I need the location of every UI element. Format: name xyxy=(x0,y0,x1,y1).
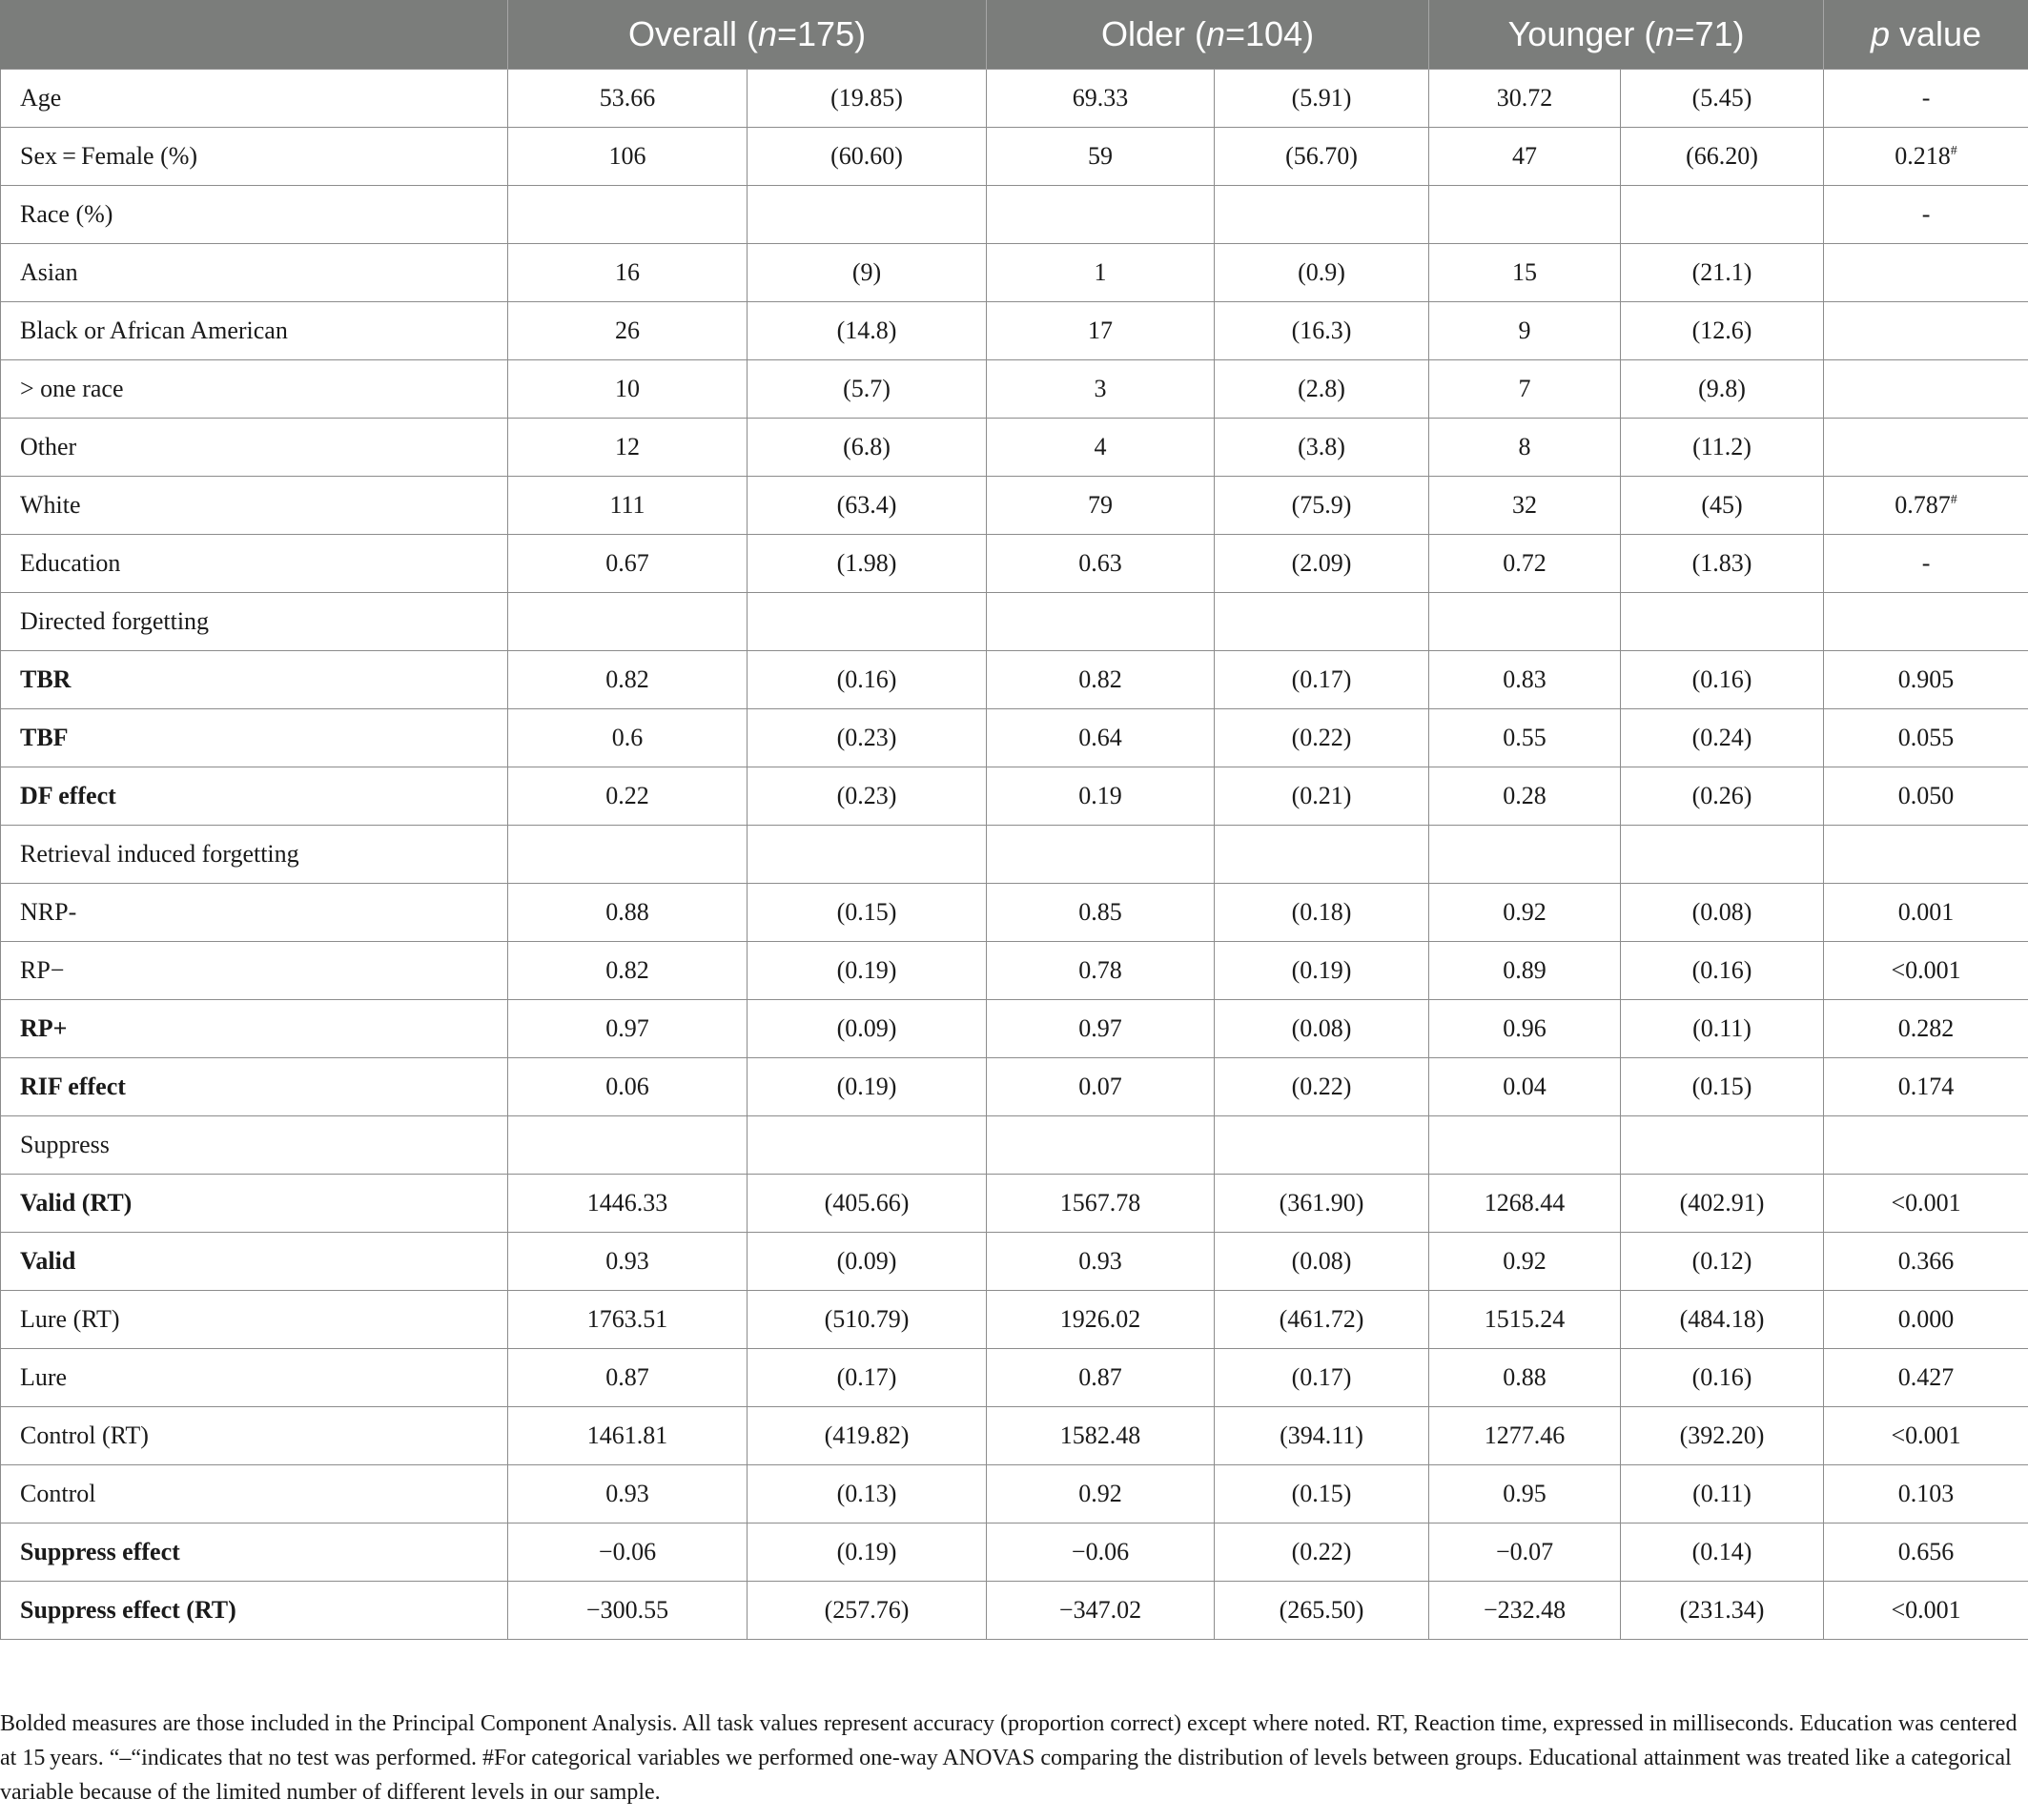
p-value-cell xyxy=(1824,593,2028,651)
table-row xyxy=(1,1349,2028,1407)
overall-mean-cell: 10 xyxy=(508,360,748,419)
older-sd-cell: (394.11) xyxy=(1215,1407,1429,1465)
younger-mean-cell: 8 xyxy=(1429,419,1621,477)
overall-mean-cell xyxy=(508,186,748,244)
row-label: Other xyxy=(1,419,508,477)
younger-sd-cell: (9.8) xyxy=(1621,360,1824,419)
row-label: Race (%) xyxy=(1,186,508,244)
older-sd-cell: (0.18) xyxy=(1215,884,1429,942)
older-mean-cell: 0.93 xyxy=(987,1233,1215,1291)
overall-mean-cell: −0.06 xyxy=(508,1523,748,1582)
overall-sd-cell: (510.79) xyxy=(748,1291,987,1349)
overall-mean-cell: 1446.33 xyxy=(508,1175,748,1233)
younger-sd-cell: (21.1) xyxy=(1621,244,1824,302)
older-sd-cell xyxy=(1215,1116,1429,1175)
overall-sd-cell: (0.09) xyxy=(748,1233,987,1291)
p-value-text: <0.001 xyxy=(1891,1189,1961,1217)
older-mean-cell: 1567.78 xyxy=(987,1175,1215,1233)
overall-sd-cell: (0.15) xyxy=(748,884,987,942)
younger-mean-cell: 0.95 xyxy=(1429,1465,1621,1523)
p-value-cell xyxy=(1824,360,2028,419)
overall-mean-cell: 0.93 xyxy=(508,1233,748,1291)
p-value-cell xyxy=(1824,826,2028,884)
older-mean-cell xyxy=(987,186,1215,244)
older-sd-cell xyxy=(1215,186,1429,244)
overall-sd-cell: (0.09) xyxy=(748,1000,987,1058)
younger-mean-cell: −0.07 xyxy=(1429,1523,1621,1582)
older-sd-cell: (0.15) xyxy=(1215,1465,1429,1523)
overall-sd-cell xyxy=(748,826,987,884)
younger-mean-cell: 1268.44 xyxy=(1429,1175,1621,1233)
overall-sd-cell: (0.23) xyxy=(748,767,987,826)
younger-sd-cell xyxy=(1621,186,1824,244)
table-row xyxy=(1,826,2028,884)
p-value-cell xyxy=(1824,1465,2028,1523)
row-label: Control (RT) xyxy=(1,1407,508,1465)
table-row xyxy=(1,1291,2028,1349)
header-p-value: p value xyxy=(1824,0,2028,70)
table-header xyxy=(1,0,2028,70)
younger-mean-cell: 0.92 xyxy=(1429,884,1621,942)
header-younger: Younger (n=71) xyxy=(1429,0,1824,70)
overall-mean-cell: 0.82 xyxy=(508,942,748,1000)
table-row xyxy=(1,709,2028,767)
table-row xyxy=(1,302,2028,360)
p-value-cell xyxy=(1824,1000,2028,1058)
p-value-cell xyxy=(1824,767,2028,826)
younger-mean-cell: 0.28 xyxy=(1429,767,1621,826)
younger-sd-cell xyxy=(1621,826,1824,884)
row-label: RIF effect xyxy=(1,1058,508,1116)
older-mean-cell: 59 xyxy=(987,128,1215,186)
p-value-text: 0.001 xyxy=(1897,898,1955,926)
younger-mean-cell: 0.83 xyxy=(1429,651,1621,709)
overall-mean-cell: 106 xyxy=(508,128,748,186)
older-mean-cell: −347.02 xyxy=(987,1582,1215,1640)
older-mean-cell: 0.07 xyxy=(987,1058,1215,1116)
p-value-text: - xyxy=(1921,84,1931,112)
younger-sd-cell: (402.91) xyxy=(1621,1175,1824,1233)
older-mean-cell: 0.63 xyxy=(987,535,1215,593)
table-row xyxy=(1,1582,2028,1640)
row-label: Valid (RT) xyxy=(1,1175,508,1233)
row-label: Age xyxy=(1,70,508,128)
table-row xyxy=(1,244,2028,302)
younger-sd-cell: (0.24) xyxy=(1621,709,1824,767)
header-older: Older (n=104) xyxy=(987,0,1429,70)
table-row xyxy=(1,70,2028,128)
p-value-cell xyxy=(1824,1116,2028,1175)
p-value-cell xyxy=(1824,1175,2028,1233)
table-row xyxy=(1,1175,2028,1233)
overall-mean-cell xyxy=(508,1116,748,1175)
younger-mean-cell: 1515.24 xyxy=(1429,1291,1621,1349)
younger-mean-cell: 0.92 xyxy=(1429,1233,1621,1291)
younger-mean-cell: 1277.46 xyxy=(1429,1407,1621,1465)
younger-mean-cell: 32 xyxy=(1429,477,1621,535)
table-row xyxy=(1,1000,2028,1058)
table-footnote: Bolded measures are those included in the Principal Component Analysis. All task values represent accuracy (proportion correct) except where noted. RT, Reaction time, expressed in milliseconds. Education was centered at 15 years. “–“indicates that no test was performed. #For categorical variables we performed one-way ANOVAS comparing the distribution of levels between groups. Educational attainment was treated like a categorical variable because of the limited number of different levels in our sample. xyxy=(0,1711,2018,1805)
overall-mean-cell: 0.97 xyxy=(508,1000,748,1058)
row-label: DF effect xyxy=(1,767,508,826)
older-mean-cell: 79 xyxy=(987,477,1215,535)
younger-mean-cell: 0.89 xyxy=(1429,942,1621,1000)
younger-mean-cell: 0.96 xyxy=(1429,1000,1621,1058)
p-value-text: 0.055 xyxy=(1897,724,1955,751)
older-sd-cell: (0.22) xyxy=(1215,1523,1429,1582)
table-row xyxy=(1,767,2028,826)
table-row xyxy=(1,419,2028,477)
overall-mean-cell: 1461.81 xyxy=(508,1407,748,1465)
row-label: White xyxy=(1,477,508,535)
row-label: > one race xyxy=(1,360,508,419)
older-mean-cell: 3 xyxy=(987,360,1215,419)
older-sd-cell xyxy=(1215,826,1429,884)
older-sd-cell: (0.08) xyxy=(1215,1233,1429,1291)
table-row xyxy=(1,1523,2028,1582)
older-sd-cell: (265.50) xyxy=(1215,1582,1429,1640)
younger-mean-cell xyxy=(1429,826,1621,884)
older-mean-cell: 0.64 xyxy=(987,709,1215,767)
older-mean-cell xyxy=(987,826,1215,884)
younger-sd-cell: (0.16) xyxy=(1621,651,1824,709)
younger-sd-cell: (5.45) xyxy=(1621,70,1824,128)
older-sd-cell: (0.9) xyxy=(1215,244,1429,302)
p-value-text: <0.001 xyxy=(1891,1421,1961,1449)
header-row xyxy=(1,0,2028,70)
row-label: TBF xyxy=(1,709,508,767)
older-sd-cell xyxy=(1215,593,1429,651)
p-value-text: 0.366 xyxy=(1897,1247,1955,1275)
older-mean-cell: 1 xyxy=(987,244,1215,302)
p-value-cell xyxy=(1824,651,2028,709)
p-value-text: 0.174 xyxy=(1897,1073,1955,1100)
older-mean-cell: 0.97 xyxy=(987,1000,1215,1058)
p-value-cell xyxy=(1824,1291,2028,1349)
table-row xyxy=(1,477,2028,535)
older-sd-cell: (56.70) xyxy=(1215,128,1429,186)
p-value-footnote-marker: # xyxy=(1950,144,1957,158)
younger-mean-cell: −232.48 xyxy=(1429,1582,1621,1640)
younger-sd-cell: (0.15) xyxy=(1621,1058,1824,1116)
p-value-cell xyxy=(1824,1582,2028,1640)
older-mean-cell: 0.85 xyxy=(987,884,1215,942)
overall-sd-cell: (405.66) xyxy=(748,1175,987,1233)
p-value-text: 0.218 xyxy=(1895,142,1951,170)
p-value-cell xyxy=(1824,1407,2028,1465)
younger-sd-cell: (12.6) xyxy=(1621,302,1824,360)
overall-mean-cell: 0.67 xyxy=(508,535,748,593)
older-mean-cell: 1582.48 xyxy=(987,1407,1215,1465)
row-label: Suppress effect xyxy=(1,1523,508,1582)
older-sd-cell: (0.17) xyxy=(1215,1349,1429,1407)
older-mean-cell: −0.06 xyxy=(987,1523,1215,1582)
table-row xyxy=(1,128,2028,186)
overall-mean-cell: 0.93 xyxy=(508,1465,748,1523)
younger-sd-cell: (0.16) xyxy=(1621,942,1824,1000)
table-row xyxy=(1,593,2028,651)
younger-sd-cell: (0.08) xyxy=(1621,884,1824,942)
older-mean-cell: 4 xyxy=(987,419,1215,477)
older-sd-cell: (361.90) xyxy=(1215,1175,1429,1233)
overall-mean-cell: −300.55 xyxy=(508,1582,748,1640)
table-row xyxy=(1,1058,2028,1116)
p-value-cell xyxy=(1824,1349,2028,1407)
p-value-text: 0.905 xyxy=(1897,665,1955,693)
p-value-cell xyxy=(1824,884,2028,942)
row-label: Control xyxy=(1,1465,508,1523)
overall-sd-cell: (257.76) xyxy=(748,1582,987,1640)
overall-sd-cell xyxy=(748,186,987,244)
younger-sd-cell: (231.34) xyxy=(1621,1582,1824,1640)
p-value-text: 0.787 xyxy=(1895,491,1951,519)
overall-sd-cell: (6.8) xyxy=(748,419,987,477)
overall-sd-cell: (0.13) xyxy=(748,1465,987,1523)
overall-sd-cell: (19.85) xyxy=(748,70,987,128)
p-value-text: <0.001 xyxy=(1891,1596,1961,1624)
p-value-text: <0.001 xyxy=(1891,956,1961,984)
p-value-cell xyxy=(1824,302,2028,360)
older-sd-cell: (0.22) xyxy=(1215,709,1429,767)
younger-mean-cell xyxy=(1429,186,1621,244)
p-value-text: 0.050 xyxy=(1897,782,1955,809)
older-mean-cell: 1926.02 xyxy=(987,1291,1215,1349)
row-label: Black or African American xyxy=(1,302,508,360)
p-value-cell xyxy=(1824,709,2028,767)
overall-mean-cell: 0.06 xyxy=(508,1058,748,1116)
table-row xyxy=(1,651,2028,709)
row-label: Valid xyxy=(1,1233,508,1291)
overall-mean-cell: 26 xyxy=(508,302,748,360)
younger-sd-cell: (1.83) xyxy=(1621,535,1824,593)
overall-sd-cell: (63.4) xyxy=(748,477,987,535)
p-value-text: 0.000 xyxy=(1897,1305,1955,1333)
overall-sd-cell: (1.98) xyxy=(748,535,987,593)
table-row xyxy=(1,360,2028,419)
younger-sd-cell: (484.18) xyxy=(1621,1291,1824,1349)
table-row xyxy=(1,942,2028,1000)
overall-sd-cell: (14.8) xyxy=(748,302,987,360)
row-label: Sex = Female (%) xyxy=(1,128,508,186)
older-sd-cell: (0.17) xyxy=(1215,651,1429,709)
overall-mean-cell: 0.88 xyxy=(508,884,748,942)
p-value-text: - xyxy=(1921,549,1931,577)
row-label: Lure xyxy=(1,1349,508,1407)
younger-mean-cell: 9 xyxy=(1429,302,1621,360)
older-mean-cell: 0.19 xyxy=(987,767,1215,826)
older-sd-cell: (0.21) xyxy=(1215,767,1429,826)
younger-mean-cell: 7 xyxy=(1429,360,1621,419)
row-label: Directed forgetting xyxy=(1,593,508,651)
older-sd-cell: (3.8) xyxy=(1215,419,1429,477)
younger-sd-cell xyxy=(1621,593,1824,651)
row-label: Lure (RT) xyxy=(1,1291,508,1349)
older-sd-cell: (2.8) xyxy=(1215,360,1429,419)
p-value-cell xyxy=(1824,1058,2028,1116)
p-value-text: 0.427 xyxy=(1897,1363,1955,1391)
p-value-cell xyxy=(1824,419,2028,477)
p-value-cell xyxy=(1824,70,2028,128)
p-value-footnote-marker: # xyxy=(1950,493,1957,507)
header-label-column xyxy=(1,0,508,70)
overall-mean-cell: 16 xyxy=(508,244,748,302)
older-sd-cell: (0.19) xyxy=(1215,942,1429,1000)
older-mean-cell: 0.92 xyxy=(987,1465,1215,1523)
row-label: TBR xyxy=(1,651,508,709)
row-label: RP+ xyxy=(1,1000,508,1058)
p-value-cell xyxy=(1824,128,2028,186)
older-mean-cell: 69.33 xyxy=(987,70,1215,128)
overall-mean-cell: 53.66 xyxy=(508,70,748,128)
table-row xyxy=(1,1465,2028,1523)
row-label: Suppress effect (RT) xyxy=(1,1582,508,1640)
overall-mean-cell: 0.87 xyxy=(508,1349,748,1407)
overall-mean-cell: 0.22 xyxy=(508,767,748,826)
younger-sd-cell: (0.11) xyxy=(1621,1465,1824,1523)
p-value-text: 0.656 xyxy=(1897,1538,1955,1565)
younger-sd-cell: (11.2) xyxy=(1621,419,1824,477)
row-label: Retrieval induced forgetting xyxy=(1,826,508,884)
younger-sd-cell: (0.16) xyxy=(1621,1349,1824,1407)
younger-mean-cell: 47 xyxy=(1429,128,1621,186)
older-sd-cell: (0.22) xyxy=(1215,1058,1429,1116)
older-mean-cell: 0.78 xyxy=(987,942,1215,1000)
table-body xyxy=(1,70,2028,1640)
overall-sd-cell: (419.82) xyxy=(748,1407,987,1465)
older-mean-cell: 17 xyxy=(987,302,1215,360)
header-overall: Overall (n=175) xyxy=(508,0,987,70)
overall-sd-cell: (60.60) xyxy=(748,128,987,186)
p-value-cell xyxy=(1824,1523,2028,1582)
younger-mean-cell xyxy=(1429,1116,1621,1175)
older-sd-cell: (75.9) xyxy=(1215,477,1429,535)
overall-sd-cell: (0.19) xyxy=(748,1523,987,1582)
overall-sd-cell: (0.23) xyxy=(748,709,987,767)
younger-mean-cell: 0.88 xyxy=(1429,1349,1621,1407)
older-sd-cell: (5.91) xyxy=(1215,70,1429,128)
overall-mean-cell xyxy=(508,826,748,884)
overall-mean-cell xyxy=(508,593,748,651)
row-label: NRP- xyxy=(1,884,508,942)
overall-mean-cell: 0.6 xyxy=(508,709,748,767)
row-label: Asian xyxy=(1,244,508,302)
p-value-text: 0.103 xyxy=(1897,1480,1955,1507)
overall-mean-cell: 111 xyxy=(508,477,748,535)
table-row xyxy=(1,186,2028,244)
younger-mean-cell xyxy=(1429,593,1621,651)
overall-sd-cell: (0.19) xyxy=(748,942,987,1000)
table-row xyxy=(1,535,2028,593)
overall-mean-cell: 12 xyxy=(508,419,748,477)
p-value-cell xyxy=(1824,942,2028,1000)
overall-sd-cell: (5.7) xyxy=(748,360,987,419)
overall-sd-cell xyxy=(748,1116,987,1175)
overall-sd-cell: (0.16) xyxy=(748,651,987,709)
overall-sd-cell xyxy=(748,593,987,651)
overall-sd-cell: (0.19) xyxy=(748,1058,987,1116)
younger-sd-cell: (0.12) xyxy=(1621,1233,1824,1291)
p-value-cell xyxy=(1824,244,2028,302)
older-sd-cell: (2.09) xyxy=(1215,535,1429,593)
younger-sd-cell: (0.14) xyxy=(1621,1523,1824,1582)
overall-sd-cell: (0.17) xyxy=(748,1349,987,1407)
younger-sd-cell xyxy=(1621,1116,1824,1175)
table-row xyxy=(1,1233,2028,1291)
older-mean-cell: 0.82 xyxy=(987,651,1215,709)
p-value-cell xyxy=(1824,1233,2028,1291)
overall-sd-cell: (9) xyxy=(748,244,987,302)
row-label: RP− xyxy=(1,942,508,1000)
older-mean-cell xyxy=(987,1116,1215,1175)
table-row xyxy=(1,884,2028,942)
overall-mean-cell: 1763.51 xyxy=(508,1291,748,1349)
younger-mean-cell: 0.72 xyxy=(1429,535,1621,593)
row-label: Suppress xyxy=(1,1116,508,1175)
older-mean-cell xyxy=(987,593,1215,651)
younger-mean-cell: 15 xyxy=(1429,244,1621,302)
older-mean-cell: 0.87 xyxy=(987,1349,1215,1407)
older-sd-cell: (0.08) xyxy=(1215,1000,1429,1058)
older-sd-cell: (16.3) xyxy=(1215,302,1429,360)
younger-sd-cell: (392.20) xyxy=(1621,1407,1824,1465)
older-sd-cell: (461.72) xyxy=(1215,1291,1429,1349)
younger-mean-cell: 30.72 xyxy=(1429,70,1621,128)
table-row xyxy=(1,1407,2028,1465)
younger-sd-cell: (45) xyxy=(1621,477,1824,535)
overall-mean-cell: 0.82 xyxy=(508,651,748,709)
p-value-text: 0.282 xyxy=(1897,1014,1955,1042)
p-value-cell xyxy=(1824,535,2028,593)
younger-mean-cell: 0.55 xyxy=(1429,709,1621,767)
younger-sd-cell: (0.11) xyxy=(1621,1000,1824,1058)
younger-sd-cell: (66.20) xyxy=(1621,128,1824,186)
row-label: Education xyxy=(1,535,508,593)
table-row xyxy=(1,1116,2028,1175)
p-value-cell xyxy=(1824,186,2028,244)
younger-mean-cell: 0.04 xyxy=(1429,1058,1621,1116)
younger-sd-cell: (0.26) xyxy=(1621,767,1824,826)
p-value-text: - xyxy=(1921,200,1931,228)
p-value-cell xyxy=(1824,477,2028,535)
